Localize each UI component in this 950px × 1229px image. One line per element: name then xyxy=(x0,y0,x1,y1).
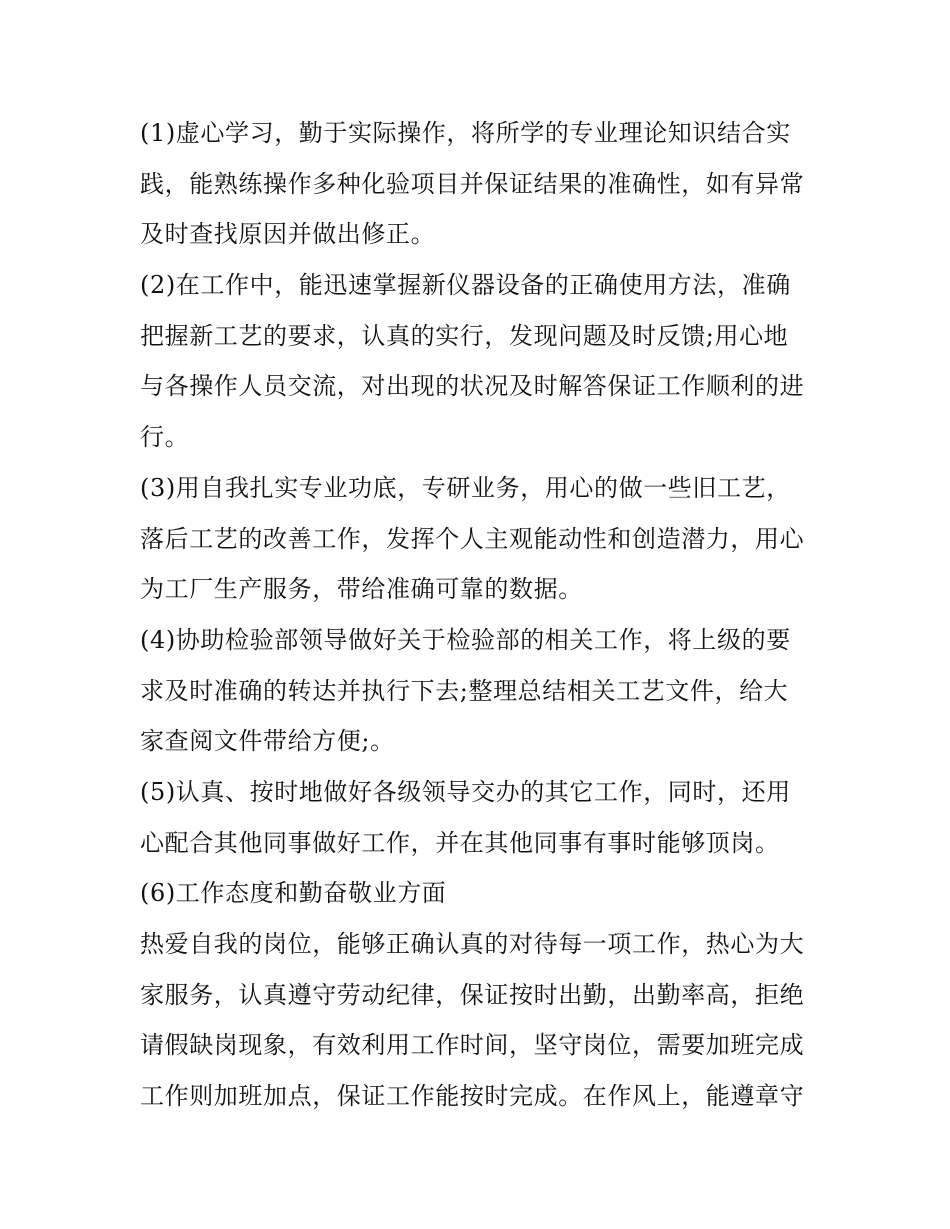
text-line: 践，能熟练操作多种化验项目并保证结果的准确性，如有异常 xyxy=(140,169,805,198)
text-line: 家服务，认真遵守劳动纪律，保证按时出勤，出勤率高，拒绝 xyxy=(140,980,805,1009)
text-line: 把握新工艺的要求，认真的实行，发现问题及时反馈;用心地 xyxy=(140,321,789,350)
text-line: 请假缺岗现象，有效利用工作时间，坚守岗位，需要加班完成 xyxy=(140,1031,805,1060)
text-line: 落后工艺的改善工作，发挥个人主观能动性和创造潜力，用心 xyxy=(140,524,805,553)
text-line: 心配合其他同事做好工作，并在其他同事有事时能够顶岗。 xyxy=(140,828,780,857)
text-line: 与各操作人员交流，对出现的状况及时解答保证工作顺利的进 xyxy=(140,372,805,401)
text-line: (2)在工作中，能迅速掌握新仪器设备的正确使用方法，准确 xyxy=(140,271,791,300)
text-line: 及时查找原因并做出修正。 xyxy=(140,220,436,249)
document-body xyxy=(140,108,820,1122)
text-line: 行。 xyxy=(140,423,190,452)
text-line: 求及时准确的转达并执行下去;整理总结相关工艺文件，给大 xyxy=(140,676,789,705)
text-line: (5)认真、按时地做好各级领导交办的其它工作，同时，还用 xyxy=(140,777,791,806)
text-line: (3)用自我扎实专业功底，专研业务，用心的做一些旧工艺， xyxy=(140,473,791,502)
text-line: (1)虚心学习，勤于实际操作，将所学的专业理论知识结合实 xyxy=(140,119,791,147)
text-line: 工作则加班加点，保证工作能按时完成。在作风上，能遵章守 xyxy=(140,1082,805,1111)
text-line: 热爱自我的岗位，能够正确认真的对待每一项工作，热心为大 xyxy=(140,930,805,958)
text-line: 家查阅文件带给方便;。 xyxy=(140,727,395,756)
text-line: (4)协助检验部领导做好关于检验部的相关工作，将上级的要 xyxy=(140,625,791,654)
text-line: (6)工作态度和勤奋敬业方面 xyxy=(140,879,447,908)
text-line: 为工厂生产服务，带给准确可靠的数据。 xyxy=(140,575,583,604)
